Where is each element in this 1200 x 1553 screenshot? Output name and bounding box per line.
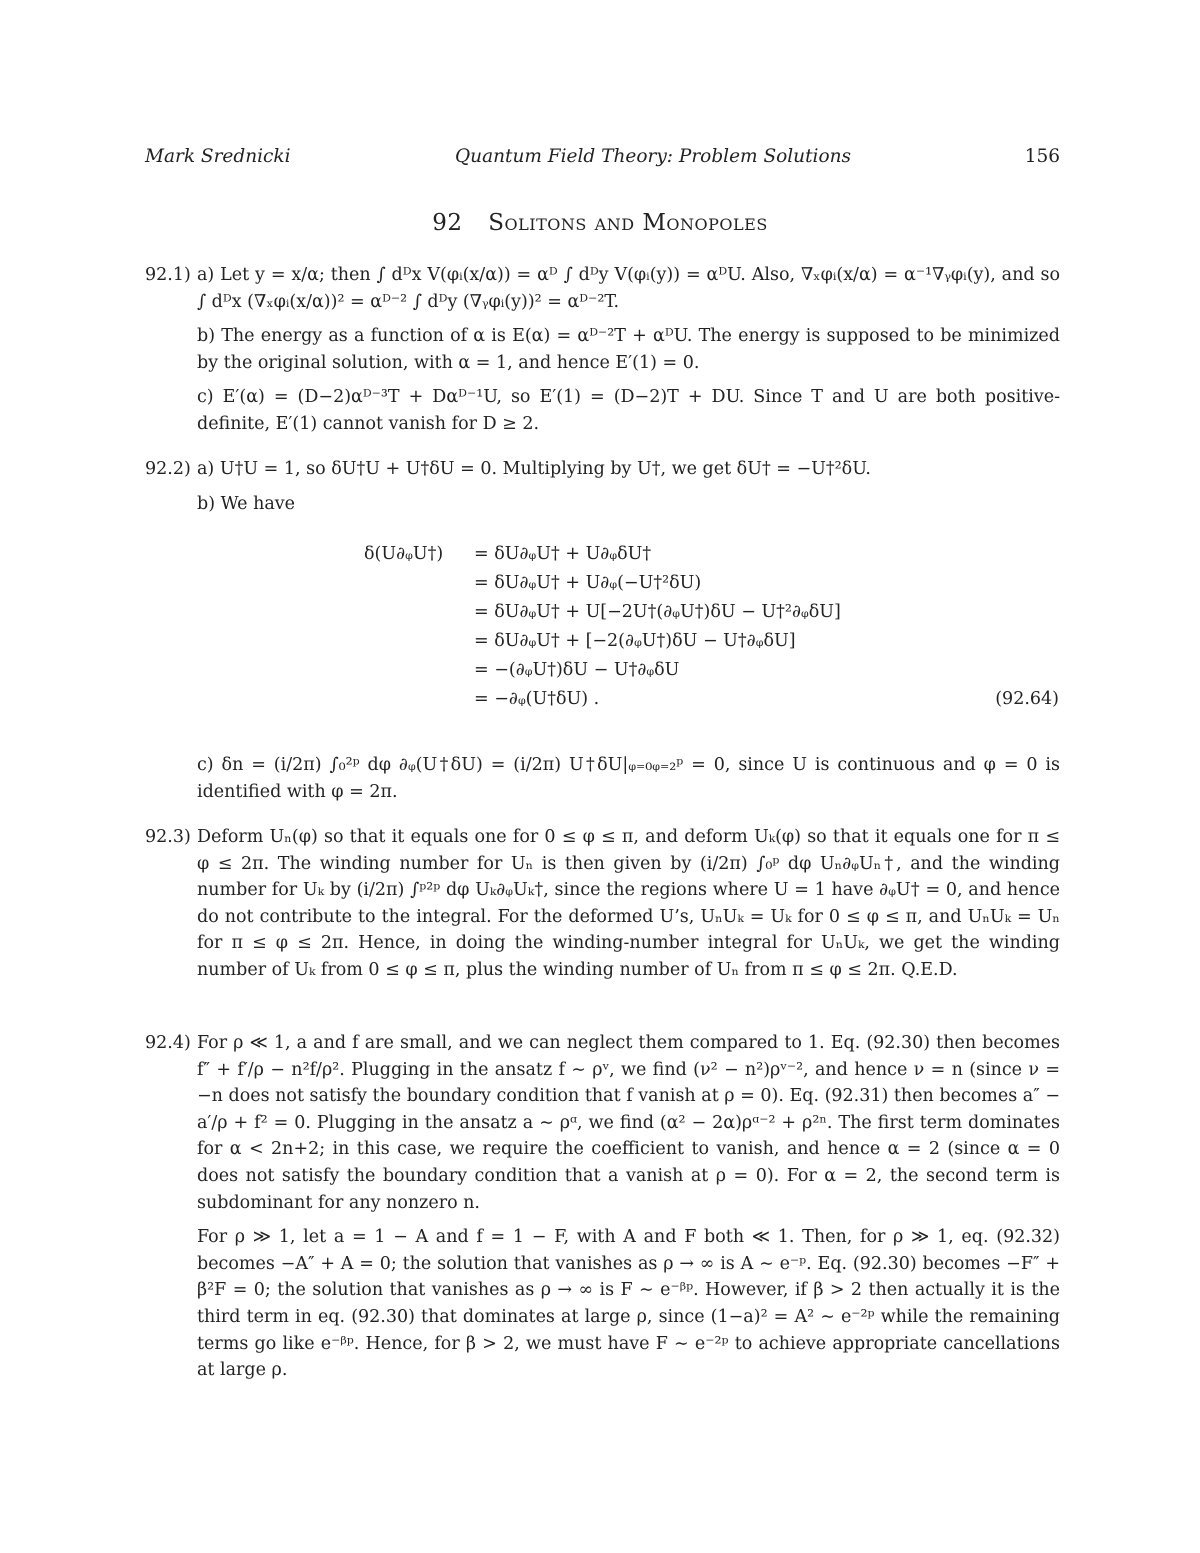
problem-part-a: a) U†U = 1, so δU†U + U†δU = 0. Multiplying by U†, we get δU† = −U†²δU. (197, 459, 871, 479)
problem-92-3 (145, 824, 1060, 992)
equation-rhs: = δU∂ᵩU† + U[−2U†(∂ᵩU†)δU − U†²∂ᵩδU] (474, 602, 841, 622)
problem-label: 92.3) (145, 827, 191, 847)
equation-92-64 (364, 540, 1059, 714)
equation-rhs: = δU∂ᵩU† + U∂ᵩ(−U†²δU) (474, 573, 702, 593)
equation-row (364, 656, 1059, 685)
equation-lhs: δ(U∂ᵩU†) (364, 544, 444, 564)
problem-paragraph-2: For ρ ≫ 1, let a = 1 − A and f = 1 − F, with A and F both ≪ 1. Then, for ρ ≫ 1, eq. (92.32) becomes −A″ + A = 0; the solution that vanishes as ρ → ∞ is A ∼ e⁻ᵖ. Eq. (92.30) becomes −F″ + β²F = 0; the solution that vanishes as ρ → ∞ is F ∼ e⁻ᵝᵖ. However, if β > 2 then actually it is the third term in eq. (92.30) that dominates at large ρ, since (1−a)² = A² ∼ e⁻²ᵖ while the remaining terms go like e⁻ᵝᵖ. Hence, for β > 2, we must have F ∼ e⁻²ᵖ to achieve appropriate cancellations at large ρ. (197, 1227, 1060, 1381)
equation-number: (92.64) (995, 689, 1059, 709)
equation-row (364, 598, 1059, 627)
problem-92-4 (145, 1030, 1060, 1392)
problem-92-2 (145, 456, 1060, 525)
equation-row (364, 627, 1059, 656)
problem-part-b: b) The energy as a function of α is E(α) = αᴰ⁻²T + αᴰU. The energy is supposed to be minimized by the original solution, with α = 1, and hence E′(1) = 0. (197, 326, 1060, 373)
problem-92-2-c (145, 752, 1060, 813)
running-header (145, 146, 1060, 172)
equation-rhs: = −(∂ᵩU†)δU − U†∂ᵩδU (474, 660, 680, 680)
problem-label: 92.4) (145, 1033, 191, 1053)
header-author: Mark Srednicki (145, 146, 291, 167)
header-page-number: 156 (1024, 146, 1060, 167)
header-book-title: Quantum Field Theory: Problem Solutions (455, 146, 851, 167)
equation-row (364, 685, 1059, 714)
problem-part-b: b) We have (197, 493, 296, 514)
chapter-title: Solitons and Monopoles (488, 210, 768, 236)
chapter-number: 92 (432, 210, 463, 236)
problem-label: 92.1) (145, 265, 191, 285)
chapter-heading (0, 210, 1200, 236)
problem-part-c: c) δn = (i/2π) ∫₀²ᵖ dφ ∂ᵩ(U†δU) = (i/2π) U†δU|ᵩ₌₀ᵩ₌₂ᵖ = 0, since U is continuous and φ = 0 is identified with φ = 2π. (197, 755, 1060, 802)
problem-label: 92.2) (145, 459, 191, 479)
equation-rhs: = −∂ᵩ(U†δU) . (474, 689, 600, 709)
equation-row (364, 540, 1059, 569)
equation-row (364, 569, 1059, 598)
problem-part-c: c) E′(α) = (D−2)αᴰ⁻³T + Dαᴰ⁻¹U, so E′(1) = (D−2)T + DU. Since T and U are both positive-definite, E′(1) cannot vanish for D ≥ 2. (197, 387, 1060, 434)
equation-rhs: = δU∂ᵩU† + [−2(∂ᵩU†)δU − U†∂ᵩδU] (474, 631, 796, 651)
problem-text: Deform Uₙ(φ) so that it equals one for 0 ≤ φ ≤ π, and deform Uₖ(φ) so that it equals one for π ≤ φ ≤ 2π. The winding number for Uₙ is then given by (i/2π) ∫₀ᵖ dφ Uₙ∂ᵩUₙ†, and the winding number for Uₖ by (i/2π) ∫ᵖ²ᵖ dφ Uₖ∂ᵩUₖ†, since the regions where U = 1 have ∂ᵩU† = 0, and hence do not contribute to the integral. For the deformed U’s, UₙUₖ = Uₖ for 0 ≤ φ ≤ π, and UₙUₖ = Uₙ for π ≤ φ ≤ 2π. Hence, in doing the winding-number integral for UₙUₖ, we get the winding number of Uₖ from 0 ≤ φ ≤ π, plus the winding number of Uₙ from π ≤ φ ≤ 2π. Q.E.D. (197, 827, 1060, 980)
equation-rhs: = δU∂ᵩU† + U∂ᵩδU† (474, 544, 652, 564)
problem-part-a: a) Let y = x/α; then ∫ dᴰx V(φᵢ(x/α)) = αᴰ ∫ dᴰy V(φᵢ(y)) = αᴰU. Also, ∇ₓφᵢ(x/α) = α⁻¹∇ᵧφᵢ(y), and so ∫ dᴰx (∇ₓφᵢ(x/α))² = αᴰ⁻² ∫ dᴰy (∇ᵧφᵢ(y))² = αᴰ⁻²T. (197, 265, 1060, 312)
problem-92-1 (145, 262, 1060, 446)
problem-paragraph-1: For ρ ≪ 1, a and f are small, and we can neglect them compared to 1. Eq. (92.30) then becomes f″ + f′/ρ − n²f/ρ². Plugging in the ansatz f ∼ ρᵛ, we find (ν² − n²)ρᵛ⁻², and hence ν = n (since ν = −n does not satisfy the boundary condition that f vanish at ρ = 0). Eq. (92.31) then becomes a″ − a′/ρ + f² = 0. Plugging in the ansatz a ∼ ρᵅ, we find (α² − 2α)ρᵅ⁻² + ρ²ⁿ. The first term dominates for α < 2n+2; in this case, we require the coefficient to vanish, and hence α = 2 (since α = 0 does not satisfy the boundary condition that a vanish at ρ = 0). For α = 2, the second term is subdominant for any nonzero n. (197, 1033, 1060, 1213)
